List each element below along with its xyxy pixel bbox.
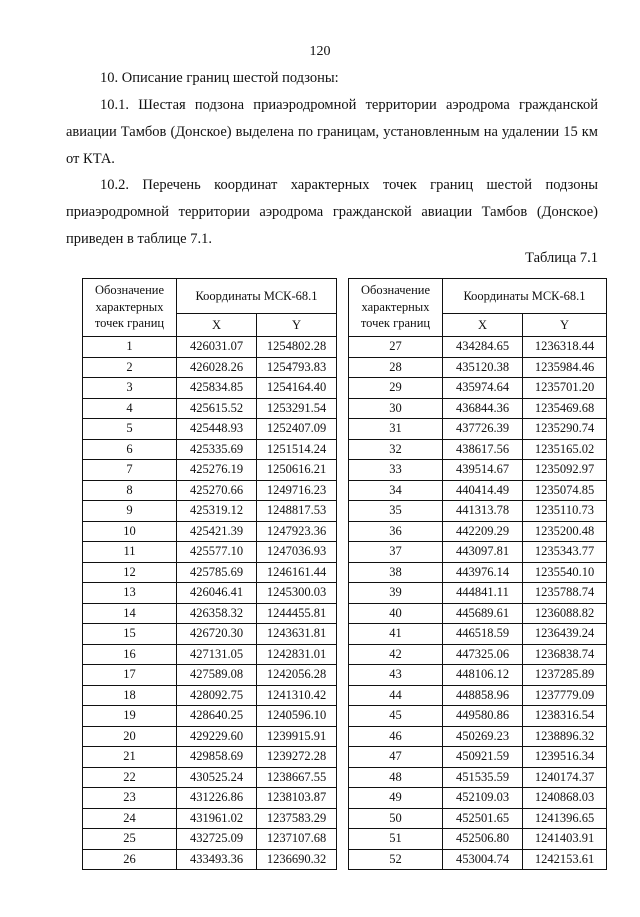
y-coordinate-cell: 1239272.28: [257, 747, 337, 768]
point-number-cell: 3: [83, 378, 177, 399]
y-coordinate-cell: 1246161.44: [257, 562, 337, 583]
table-row: [349, 378, 607, 399]
table-row: [83, 644, 337, 665]
point-number-cell: 30: [349, 398, 443, 419]
y-coordinate-cell: 1243631.81: [257, 624, 337, 645]
y-coordinate-cell: 1235701.20: [523, 378, 607, 399]
x-coordinate-cell: 435974.64: [443, 378, 523, 399]
table-row: [349, 685, 607, 706]
y-coordinate-cell: 1247923.36: [257, 521, 337, 542]
x-coordinate-cell: 440414.49: [443, 480, 523, 501]
x-coordinate-cell: 426031.07: [177, 337, 257, 358]
table-row: [83, 849, 337, 870]
point-number-cell: 21: [83, 747, 177, 768]
table-row: [349, 521, 607, 542]
point-number-cell: 35: [349, 501, 443, 522]
table-row: [349, 419, 607, 440]
header-y: Y: [523, 314, 607, 337]
table-row: [83, 337, 337, 358]
y-coordinate-cell: 1254802.28: [257, 337, 337, 358]
point-number-cell: 25: [83, 829, 177, 850]
y-coordinate-cell: 1237583.29: [257, 808, 337, 829]
y-coordinate-cell: 1242153.61: [523, 849, 607, 870]
x-coordinate-cell: 425421.39: [177, 521, 257, 542]
point-number-cell: 31: [349, 419, 443, 440]
x-coordinate-cell: 429858.69: [177, 747, 257, 768]
point-number-cell: 28: [349, 357, 443, 378]
table-row: [83, 460, 337, 481]
x-coordinate-cell: 427589.08: [177, 665, 257, 686]
table-row: [83, 665, 337, 686]
point-number-cell: 40: [349, 603, 443, 624]
table-row: [349, 767, 607, 788]
table-row: [349, 398, 607, 419]
point-number-cell: 9: [83, 501, 177, 522]
y-coordinate-cell: 1248817.53: [257, 501, 337, 522]
point-number-cell: 7: [83, 460, 177, 481]
y-coordinate-cell: 1238103.87: [257, 788, 337, 809]
y-coordinate-cell: 1242056.28: [257, 665, 337, 686]
header-point: Обозначение характерных точек границ: [349, 279, 443, 337]
page-number: 120: [309, 44, 331, 59]
point-number-cell: 33: [349, 460, 443, 481]
table-row: [349, 542, 607, 563]
y-coordinate-cell: 1236838.74: [523, 644, 607, 665]
table-row: [349, 337, 607, 358]
y-coordinate-cell: 1244455.81: [257, 603, 337, 624]
x-coordinate-cell: 432725.09: [177, 829, 257, 850]
x-coordinate-cell: 438617.56: [443, 439, 523, 460]
point-number-cell: 23: [83, 788, 177, 809]
x-coordinate-cell: 434284.65: [443, 337, 523, 358]
table-row: [349, 562, 607, 583]
point-number-cell: 44: [349, 685, 443, 706]
x-coordinate-cell: 439514.67: [443, 460, 523, 481]
point-number-cell: 22: [83, 767, 177, 788]
x-coordinate-cell: 451535.59: [443, 767, 523, 788]
x-coordinate-cell: 425577.10: [177, 542, 257, 563]
point-number-cell: 52: [349, 849, 443, 870]
table-row: [349, 644, 607, 665]
coordinates-table-left: [82, 278, 337, 870]
point-number-cell: 15: [83, 624, 177, 645]
table-row: [349, 849, 607, 870]
table-row: [83, 726, 337, 747]
table-row: [83, 603, 337, 624]
table-row: [349, 706, 607, 727]
table-row: [349, 439, 607, 460]
point-number-cell: 32: [349, 439, 443, 460]
x-coordinate-cell: 433493.36: [177, 849, 257, 870]
y-coordinate-cell: 1235788.74: [523, 583, 607, 604]
table-row: [83, 521, 337, 542]
table-row: [83, 398, 337, 419]
table-body-right: [349, 337, 607, 870]
x-coordinate-cell: 443097.81: [443, 542, 523, 563]
x-coordinate-cell: 446518.59: [443, 624, 523, 645]
x-coordinate-cell: 450269.23: [443, 726, 523, 747]
x-coordinate-cell: 425270.66: [177, 480, 257, 501]
x-coordinate-cell: 452501.65: [443, 808, 523, 829]
y-coordinate-cell: 1235092.97: [523, 460, 607, 481]
table-row: [83, 583, 337, 604]
x-coordinate-cell: 447325.06: [443, 644, 523, 665]
header-coordinates: Координаты МСК-68.1: [177, 279, 337, 314]
table-row: [349, 829, 607, 850]
header-point: Обозначение характерных точек границ: [83, 279, 177, 337]
paragraph-10-1: 10.1. Шестая подзона приаэродромной территории аэродрома гражданской авиации Тамбов (Донское) выделена по границам, установленным на удалении 15 км от КТА.: [66, 97, 598, 167]
table-row: [349, 808, 607, 829]
point-number-cell: 5: [83, 419, 177, 440]
table-row: [83, 357, 337, 378]
x-coordinate-cell: 426028.26: [177, 357, 257, 378]
header-y: Y: [257, 314, 337, 337]
y-coordinate-cell: 1235165.02: [523, 439, 607, 460]
table-row: [83, 829, 337, 850]
table-row: [83, 685, 337, 706]
table-row: [83, 480, 337, 501]
y-coordinate-cell: 1239915.91: [257, 726, 337, 747]
point-number-cell: 27: [349, 337, 443, 358]
point-number-cell: 13: [83, 583, 177, 604]
y-coordinate-cell: 1235074.85: [523, 480, 607, 501]
table-row: [349, 460, 607, 481]
x-coordinate-cell: 442209.29: [443, 521, 523, 542]
table-row: [349, 583, 607, 604]
table-row: [83, 788, 337, 809]
x-coordinate-cell: 444841.11: [443, 583, 523, 604]
x-coordinate-cell: 436844.36: [443, 398, 523, 419]
y-coordinate-cell: 1252407.09: [257, 419, 337, 440]
point-number-cell: 2: [83, 357, 177, 378]
point-number-cell: 12: [83, 562, 177, 583]
table-row: [349, 788, 607, 809]
x-coordinate-cell: 445689.61: [443, 603, 523, 624]
point-number-cell: 43: [349, 665, 443, 686]
x-coordinate-cell: 425615.52: [177, 398, 257, 419]
y-coordinate-cell: 1236439.24: [523, 624, 607, 645]
x-coordinate-cell: 425319.12: [177, 501, 257, 522]
x-coordinate-cell: 437726.39: [443, 419, 523, 440]
point-number-cell: 11: [83, 542, 177, 563]
table-row: [83, 419, 337, 440]
header-x: X: [177, 314, 257, 337]
x-coordinate-cell: 426358.32: [177, 603, 257, 624]
table-row: [349, 357, 607, 378]
point-number-cell: 49: [349, 788, 443, 809]
point-number-cell: 18: [83, 685, 177, 706]
x-coordinate-cell: 425785.69: [177, 562, 257, 583]
x-coordinate-cell: 441313.78: [443, 501, 523, 522]
x-coordinate-cell: 425448.93: [177, 419, 257, 440]
y-coordinate-cell: 1254164.40: [257, 378, 337, 399]
point-number-cell: 37: [349, 542, 443, 563]
y-coordinate-cell: 1253291.54: [257, 398, 337, 419]
y-coordinate-cell: 1238667.55: [257, 767, 337, 788]
point-number-cell: 26: [83, 849, 177, 870]
x-coordinate-cell: 430525.24: [177, 767, 257, 788]
point-number-cell: 42: [349, 644, 443, 665]
point-number-cell: 39: [349, 583, 443, 604]
x-coordinate-cell: 448106.12: [443, 665, 523, 686]
point-number-cell: 16: [83, 644, 177, 665]
y-coordinate-cell: 1235343.77: [523, 542, 607, 563]
y-coordinate-cell: 1241403.91: [523, 829, 607, 850]
y-coordinate-cell: 1235290.74: [523, 419, 607, 440]
y-coordinate-cell: 1251514.24: [257, 439, 337, 460]
x-coordinate-cell: 443976.14: [443, 562, 523, 583]
y-coordinate-cell: 1240868.03: [523, 788, 607, 809]
y-coordinate-cell: 1235110.73: [523, 501, 607, 522]
table-row: [349, 665, 607, 686]
x-coordinate-cell: 427131.05: [177, 644, 257, 665]
point-number-cell: 8: [83, 480, 177, 501]
point-number-cell: 20: [83, 726, 177, 747]
point-number-cell: 46: [349, 726, 443, 747]
x-coordinate-cell: 449580.86: [443, 706, 523, 727]
x-coordinate-cell: 452506.80: [443, 829, 523, 850]
table-row: [83, 808, 337, 829]
point-number-cell: 48: [349, 767, 443, 788]
table-row: [83, 562, 337, 583]
y-coordinate-cell: 1235540.10: [523, 562, 607, 583]
y-coordinate-cell: 1238316.54: [523, 706, 607, 727]
x-coordinate-cell: 435120.38: [443, 357, 523, 378]
table-row: [83, 767, 337, 788]
y-coordinate-cell: 1238896.32: [523, 726, 607, 747]
y-coordinate-cell: 1235984.46: [523, 357, 607, 378]
y-coordinate-cell: 1236690.32: [257, 849, 337, 870]
point-number-cell: 24: [83, 808, 177, 829]
y-coordinate-cell: 1237779.09: [523, 685, 607, 706]
y-coordinate-cell: 1237107.68: [257, 829, 337, 850]
header-x: X: [443, 314, 523, 337]
point-number-cell: 38: [349, 562, 443, 583]
x-coordinate-cell: 428640.25: [177, 706, 257, 727]
point-number-cell: 47: [349, 747, 443, 768]
point-number-cell: 10: [83, 521, 177, 542]
point-number-cell: 19: [83, 706, 177, 727]
table-row: [349, 747, 607, 768]
point-number-cell: 36: [349, 521, 443, 542]
point-number-cell: 41: [349, 624, 443, 645]
table-row: [83, 706, 337, 727]
y-coordinate-cell: 1241396.65: [523, 808, 607, 829]
y-coordinate-cell: 1236088.82: [523, 603, 607, 624]
table-row: [349, 603, 607, 624]
x-coordinate-cell: 428092.75: [177, 685, 257, 706]
table-row: [83, 378, 337, 399]
header-coordinates: Координаты МСК-68.1: [443, 279, 607, 314]
x-coordinate-cell: 452109.03: [443, 788, 523, 809]
table-row: [349, 624, 607, 645]
y-coordinate-cell: 1250616.21: [257, 460, 337, 481]
section-heading: 10. Описание границ шестой подзоны:: [100, 70, 339, 86]
y-coordinate-cell: 1254793.83: [257, 357, 337, 378]
x-coordinate-cell: 450921.59: [443, 747, 523, 768]
y-coordinate-cell: 1236318.44: [523, 337, 607, 358]
y-coordinate-cell: 1237285.89: [523, 665, 607, 686]
table-row: [83, 747, 337, 768]
table-row: [349, 726, 607, 747]
y-coordinate-cell: 1249716.23: [257, 480, 337, 501]
x-coordinate-cell: 426720.30: [177, 624, 257, 645]
table-row: [83, 501, 337, 522]
point-number-cell: 1: [83, 337, 177, 358]
point-number-cell: 4: [83, 398, 177, 419]
point-number-cell: 51: [349, 829, 443, 850]
table-row: [349, 480, 607, 501]
y-coordinate-cell: 1240174.37: [523, 767, 607, 788]
point-number-cell: 17: [83, 665, 177, 686]
table-row: [83, 624, 337, 645]
x-coordinate-cell: 431961.02: [177, 808, 257, 829]
x-coordinate-cell: 425335.69: [177, 439, 257, 460]
table-body-left: [83, 337, 337, 870]
point-number-cell: 34: [349, 480, 443, 501]
x-coordinate-cell: 429229.60: [177, 726, 257, 747]
point-number-cell: 50: [349, 808, 443, 829]
table-row: [83, 542, 337, 563]
y-coordinate-cell: 1247036.93: [257, 542, 337, 563]
y-coordinate-cell: 1240596.10: [257, 706, 337, 727]
table-row: [349, 501, 607, 522]
point-number-cell: 45: [349, 706, 443, 727]
point-number-cell: 29: [349, 378, 443, 399]
y-coordinate-cell: 1239516.34: [523, 747, 607, 768]
point-number-cell: 14: [83, 603, 177, 624]
x-coordinate-cell: 425276.19: [177, 460, 257, 481]
y-coordinate-cell: 1242831.01: [257, 644, 337, 665]
y-coordinate-cell: 1241310.42: [257, 685, 337, 706]
y-coordinate-cell: 1235469.68: [523, 398, 607, 419]
x-coordinate-cell: 426046.41: [177, 583, 257, 604]
coordinates-table-right: [348, 278, 607, 870]
table-row: [83, 439, 337, 460]
y-coordinate-cell: 1245300.03: [257, 583, 337, 604]
point-number-cell: 6: [83, 439, 177, 460]
x-coordinate-cell: 425834.85: [177, 378, 257, 399]
x-coordinate-cell: 448858.96: [443, 685, 523, 706]
x-coordinate-cell: 431226.86: [177, 788, 257, 809]
paragraph-10-2: 10.2. Перечень координат характерных точек границ шестой подзоны приаэродромной территории аэродрома гражданской авиации Тамбов (Донское) приведен в таблице 7.1.: [66, 177, 598, 247]
table-caption: Таблица 7.1: [525, 250, 598, 266]
x-coordinate-cell: 453004.74: [443, 849, 523, 870]
y-coordinate-cell: 1235200.48: [523, 521, 607, 542]
